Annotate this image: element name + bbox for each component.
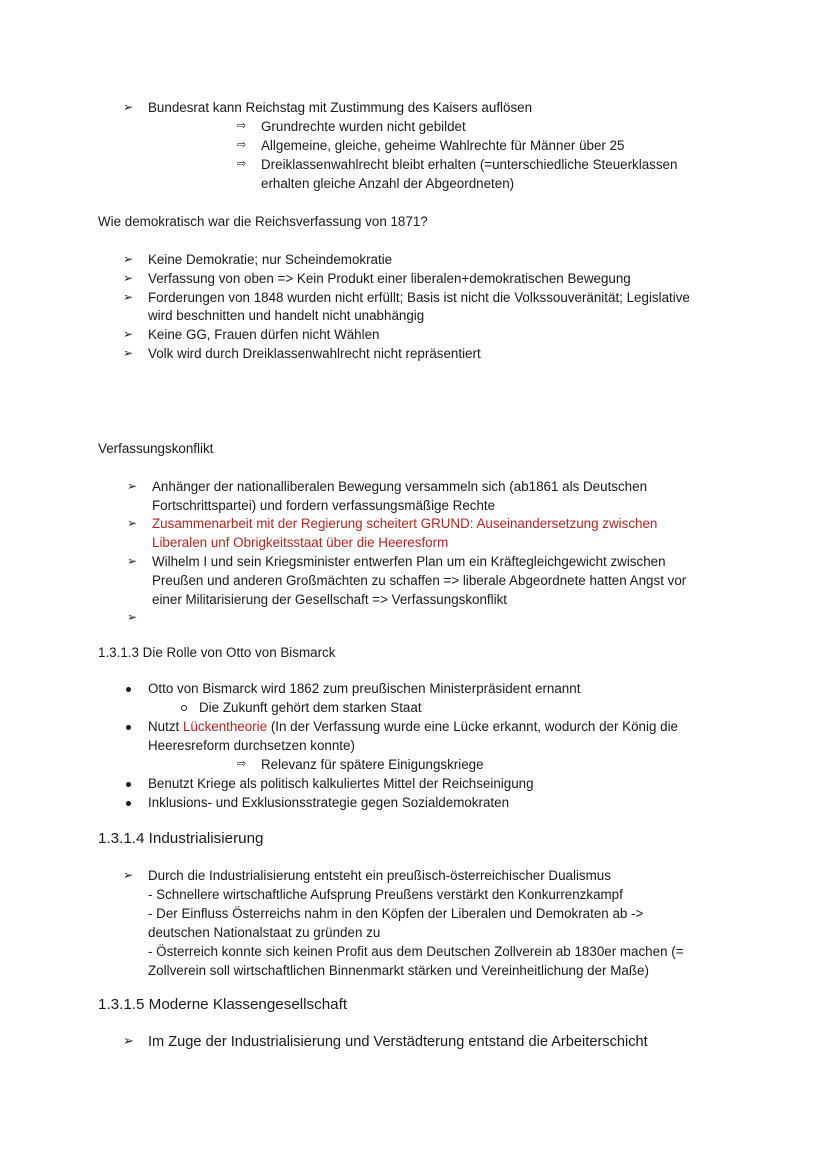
section-question: Wie demokratisch war die Reichsverfassung von 1871?	[98, 214, 428, 229]
bullet-dot-icon	[126, 687, 131, 692]
arrowhead-bullet-icon: ➢	[127, 610, 138, 624]
text-line: Durch die Industrialisierung entsteht ein preußisch-österreichischer Dualismus	[148, 868, 611, 883]
text-line: Im Zuge der Industrialisierung und Verstädterung entstand die Arbeiterschicht	[148, 1034, 648, 1050]
text-line: Anhänger der nationalliberalen Bewegung versammeln sich (ab1861 als Deutschen	[152, 479, 648, 494]
text-fragment: (In der Verfassung wurde eine Lücke erkannt, wodurch der König die	[267, 719, 679, 734]
text-line: Relevanz für spätere Einigungskriege	[261, 757, 484, 772]
text-line: Inklusions- und Exklusionsstrategie gegen Sozialdemokraten	[148, 795, 510, 810]
highlighted-text-line: Liberalen unf Obrigkeitsstaat über die Heeresform	[152, 535, 449, 550]
text-line: Verfassung von oben => Kein Produkt einer liberalen+demokratischen Bewegung	[148, 271, 631, 286]
text-line: Zollverein soll wirtschaftlichen Binnenmarkt stärken und Vereinheitlichung der Maße)	[148, 963, 649, 978]
text-line: Benutzt Kriege als politisch kalkuliertes Mittel der Reichseinigung	[148, 776, 534, 791]
text-line: Die Zukunft gehört dem starken Staat	[199, 700, 422, 715]
text-line: Allgemeine, gleiche, geheime Wahlrechte für Männer über 25	[261, 138, 625, 153]
hollow-arrow-icon: ⇨	[237, 138, 247, 151]
highlighted-text-line: Zusammenarbeit mit der Regierung scheitert GRUND: Auseinandersetzung zwischen	[152, 516, 658, 531]
bullet-dot-icon	[126, 782, 131, 787]
text-line: Fortschrittspartei) und fordern verfassungsmäßige Rechte	[152, 498, 496, 513]
section-heading: 1.3.1.3 Die Rolle von Otto von Bismarck	[98, 645, 336, 660]
arrowhead-bullet-icon: ➢	[123, 346, 134, 360]
arrowhead-bullet-icon: ➢	[123, 327, 134, 341]
arrowhead-bullet-icon: ➢	[123, 868, 134, 882]
text-line: Bundesrat kann Reichstag mit Zustimmung des Kaisers auflösen	[148, 100, 533, 115]
bullet-dot-icon	[126, 725, 131, 730]
text-line: Keine Demokratie; nur Scheindemokratie	[148, 252, 393, 267]
text-line: - Der Einfluss Österreichs nahm in den Köpfen der Liberalen und Demokraten ab ->	[148, 906, 644, 921]
arrowhead-bullet-icon: ➢	[127, 479, 138, 493]
section-heading: 1.3.1.5 Moderne Klassengesellschaft	[98, 996, 348, 1013]
arrowhead-bullet-icon: ➢	[123, 100, 134, 114]
text-line: Keine GG, Frauen dürfen nicht Wählen	[148, 327, 380, 342]
hollow-arrow-icon: ⇨	[237, 119, 247, 132]
text-line	[148, 718, 678, 736]
hollow-arrow-icon: ⇨	[237, 757, 247, 770]
section-heading: 1.3.1.4 Industrialisierung	[98, 830, 264, 847]
text-line: Volk wird durch Dreiklassenwahlrecht nicht repräsentiert	[148, 346, 481, 361]
text-line: - Schnellere wirtschaftliche Aufsprung Preußens verstärkt den Konkurrenzkampf	[148, 887, 623, 902]
bullet-dot-icon	[126, 801, 131, 806]
text-line: einer Militarisierung der Gesellschaft => Verfassungskonflikt	[152, 592, 508, 607]
text-line: Forderungen von 1848 wurden nicht erfüllt; Basis ist nicht die Volkssouveränität; Legislative	[148, 290, 690, 305]
section-heading: Verfassungskonflikt	[98, 441, 214, 456]
text-line: erhalten gleiche Anzahl der Abgeordneten)	[261, 176, 515, 191]
highlighted-term: Lückentheorie	[182, 719, 268, 734]
text-line: Dreiklassenwahlrecht bleibt erhalten (=unterschiedliche Steuerklassen	[261, 157, 678, 172]
text-fragment: Nutzt	[148, 719, 183, 734]
text-line: wird beschnitten und handelt nicht unabhängig	[148, 308, 425, 323]
text-line: deutschen Nationalstaat zu gründen zu	[148, 925, 381, 940]
hollow-arrow-icon: ⇨	[237, 157, 247, 170]
circle-bullet-icon	[181, 705, 187, 711]
text-line: Wilhelm I und sein Kriegsminister entwerfen Plan um ein Kräftegleichgewicht zwischen	[152, 554, 666, 569]
arrowhead-bullet-icon: ➢	[123, 252, 134, 266]
text-line: Preußen und anderen Großmächten zu schaffen => liberale Abgeordnete hatten Angst vor	[152, 573, 687, 588]
arrowhead-bullet-icon: ➢	[123, 1034, 134, 1049]
arrowhead-bullet-icon: ➢	[123, 290, 134, 304]
text-line: - Österreich konnte sich keinen Profit aus dem Deutschen Zollverein ab 1830er machen (=	[148, 944, 684, 959]
arrowhead-bullet-icon: ➢	[127, 554, 138, 568]
text-line: Heeresreform durchsetzen konnte)	[148, 738, 355, 753]
arrowhead-bullet-icon: ➢	[123, 271, 134, 285]
text-line: Otto von Bismarck wird 1862 zum preußischen Ministerpräsident ernannt	[148, 681, 581, 696]
arrowhead-bullet-icon: ➢	[127, 516, 138, 530]
text-line: Grundrechte wurden nicht gebildet	[261, 119, 466, 134]
